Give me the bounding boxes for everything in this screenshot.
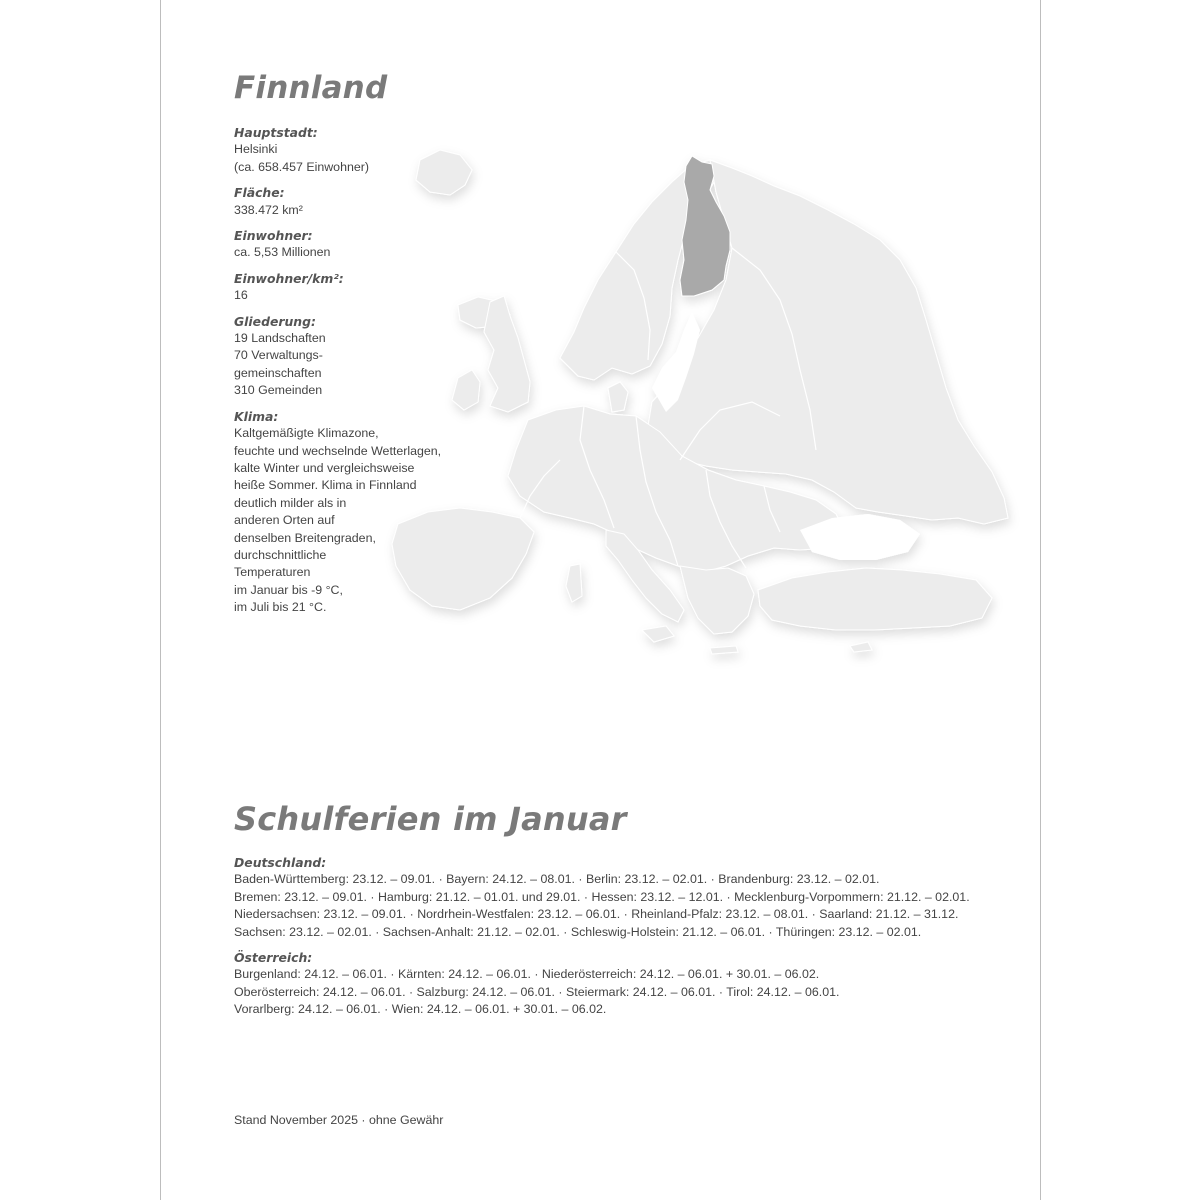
holidays-title: Schulferien im Januar xyxy=(234,800,627,838)
denmark-shape xyxy=(608,382,628,412)
holiday-line: Baden-Württemberg: 23.12. – 09.01. · Bayern: 24.12. – 08.01. · Berlin: 23.12. – 02.01. · Brandenburg: 23.12. – 02.01. xyxy=(234,872,880,887)
europe-map xyxy=(380,120,1020,680)
fact-label: Fläche: xyxy=(234,185,285,201)
fact-label: Einwohner/km²: xyxy=(234,270,344,286)
fact-value: 338.472 km² xyxy=(234,202,303,217)
fact-value: ca. 5,53 Millionen xyxy=(234,245,331,260)
fact-value: 19 Landschaften 70 Verwaltungs- gemeinschaften 310 Gemeinden xyxy=(234,331,326,398)
fact-label: Hauptstadt: xyxy=(234,125,318,140)
fact-label: Gliederung: xyxy=(234,313,316,329)
holiday-line: Burgenland: 24.12. – 06.01. · Kärnten: 24.12. – 06.01. · Niederösterreich: 24.12. – 06.01. + 30.01. – 06.02. xyxy=(234,967,820,982)
fact-value: 16 xyxy=(234,288,248,303)
holiday-line: Vorarlberg: 24.12. – 06.01. · Wien: 24.12. – 06.01. + 30.01. – 06.02. xyxy=(234,1002,607,1017)
svalbard-shape xyxy=(416,150,472,195)
holidays-austria-label: Österreich: xyxy=(234,950,313,965)
turkey-shape xyxy=(758,568,992,630)
fact-value: Helsinki (ca. 658.457 Einwohner) xyxy=(234,142,370,174)
holiday-line: Sachsen: 23.12. – 02.01. · Sachsen-Anhalt: 21.12. – 02.01. · Schleswig-Holstein: 21.12. – 06.01. · Thüringen: 23.12. – 02.01. xyxy=(234,924,922,939)
footer-note: Stand November 2025 · ohne Gewähr xyxy=(234,1113,444,1127)
page-edge-left xyxy=(160,0,161,1200)
holiday-line: Niedersachsen: 23.12. – 09.01. · Nordrhein-Westfalen: 23.12. – 06.01. · Rheinland-Pfalz: 23.12. – 08.01. · Saarland: 21.12. – 31.12. xyxy=(234,907,959,922)
holidays-austria xyxy=(234,949,1024,1019)
sardinia-shape xyxy=(566,564,582,602)
fact-value: Kaltgemäßigte Klimazone, feuchte und wechselnde Wetterlagen, kalte Winter und vergleichsweise heiße Sommer. Klima in Finnland deutlich milder als in anderen Orten auf denselben Breitengraden, durchschnittliche Temperaturen im Januar bis -9 °C, im Juli bis 21 °C. xyxy=(234,426,442,615)
crete-shape xyxy=(710,646,738,654)
holiday-line: Oberösterreich: 24.12. – 06.01. · Salzburg: 24.12. – 06.01. · Steiermark: 24.12. – 06.01. · Tirol: 24.12. – 06.01. xyxy=(234,984,840,999)
page-edge-right xyxy=(1040,0,1041,1200)
country-title: Finnland xyxy=(234,70,388,106)
holidays-germany xyxy=(234,854,1024,941)
ireland-shape xyxy=(452,370,480,410)
fact-label: Klima: xyxy=(234,408,279,424)
cyprus-shape xyxy=(850,642,872,652)
sicily-shape xyxy=(642,626,674,642)
balkans-shape xyxy=(680,566,754,634)
fact-label: Einwohner: xyxy=(234,228,313,244)
holidays-germany-label: Deutschland: xyxy=(234,855,327,870)
great-britain-shape xyxy=(484,296,530,412)
iberia-shape xyxy=(392,508,534,610)
holiday-line: Bremen: 23.12. – 09.01. · Hamburg: 21.12. – 01.01. und 29.01. · Hessen: 23.12. – 12.01. · Mecklenburg-Vorpommern: 21.12. – 02.01. xyxy=(234,889,970,904)
